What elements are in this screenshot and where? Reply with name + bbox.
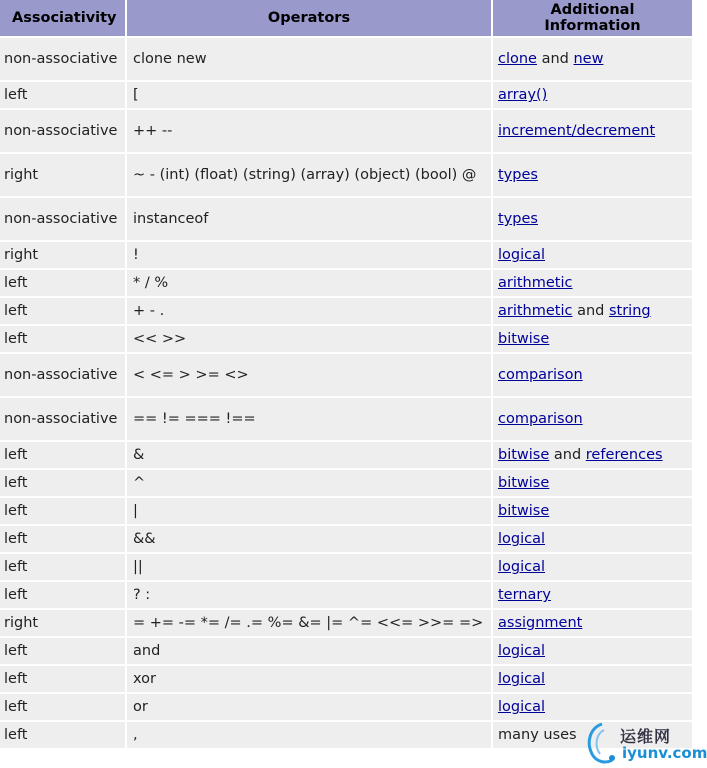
operators-cell: | — [127, 498, 491, 524]
operators-cell: ++ -- — [127, 110, 491, 152]
info-link[interactable]: increment/decrement — [498, 123, 656, 139]
info-link[interactable]: types — [498, 211, 538, 227]
table-row — [0, 110, 692, 152]
info-link[interactable]: bitwise — [498, 331, 550, 347]
info-cell — [493, 242, 692, 268]
info-cell — [493, 198, 692, 240]
info-cell — [493, 38, 692, 80]
table-row — [0, 242, 692, 268]
table-row — [0, 38, 692, 80]
associativity-cell: left — [0, 470, 125, 496]
header-info-line2: Information — [544, 18, 641, 34]
info-cell — [493, 270, 692, 296]
operators-cell: || — [127, 554, 491, 580]
operators-cell: [ — [127, 82, 491, 108]
table-row — [0, 198, 692, 240]
associativity-cell: non-associative — [0, 198, 125, 240]
table-row — [0, 298, 692, 324]
operators-cell: == != === !== — [127, 398, 491, 440]
info-cell — [493, 498, 692, 524]
header-info-line1: Additional — [550, 2, 635, 18]
info-text: and — [572, 303, 609, 319]
table-row — [0, 526, 692, 552]
table-row — [0, 638, 692, 664]
info-link[interactable]: comparison — [498, 367, 583, 383]
associativity-cell: non-associative — [0, 38, 125, 80]
info-link[interactable]: logical — [498, 671, 546, 687]
operators-cell: ^ — [127, 470, 491, 496]
info-link[interactable]: bitwise — [498, 475, 550, 491]
table-row — [0, 582, 692, 608]
associativity-cell: left — [0, 638, 125, 664]
info-link[interactable]: bitwise — [498, 503, 550, 519]
watermark — [582, 720, 707, 766]
info-cell — [493, 666, 692, 692]
info-link[interactable]: new — [573, 51, 604, 67]
operators-cell: & — [127, 442, 491, 468]
info-text: and — [549, 447, 586, 463]
info-link[interactable]: arithmetic — [498, 275, 573, 291]
associativity-cell: right — [0, 242, 125, 268]
associativity-cell: left — [0, 666, 125, 692]
info-cell — [493, 354, 692, 396]
info-link[interactable]: logical — [498, 643, 546, 659]
info-link[interactable]: comparison — [498, 411, 583, 427]
associativity-cell: non-associative — [0, 398, 125, 440]
info-link[interactable]: types — [498, 167, 538, 183]
info-cell — [493, 638, 692, 664]
operators-cell: ! — [127, 242, 491, 268]
associativity-cell: non-associative — [0, 354, 125, 396]
table-row — [0, 354, 692, 396]
operators-cell: < <= > >= <> — [127, 354, 491, 396]
info-cell — [493, 326, 692, 352]
info-text: and — [536, 51, 574, 67]
associativity-cell: non-associative — [0, 110, 125, 152]
info-link[interactable]: string — [608, 303, 651, 319]
info-link[interactable]: references — [585, 447, 663, 463]
associativity-cell: left — [0, 554, 125, 580]
info-link[interactable]: logical — [498, 559, 546, 575]
table-row — [0, 82, 692, 108]
associativity-cell: left — [0, 526, 125, 552]
table-row — [0, 694, 692, 720]
associativity-cell: left — [0, 442, 125, 468]
info-link[interactable]: ternary — [498, 587, 551, 603]
associativity-cell: left — [0, 694, 125, 720]
associativity-cell: left — [0, 270, 125, 296]
info-cell — [493, 694, 692, 720]
associativity-cell: left — [0, 582, 125, 608]
info-link[interactable]: array() — [498, 87, 548, 103]
table-row — [0, 610, 692, 636]
table-header-row — [0, 0, 692, 36]
operators-cell: and — [127, 638, 491, 664]
info-cell — [493, 154, 692, 196]
table-row — [0, 398, 692, 440]
info-link[interactable]: clone — [498, 51, 537, 67]
header-additional-information — [493, 0, 692, 36]
operators-cell: = += -= *= /= .= %= &= |= ^= <<= >>= => — [127, 610, 491, 636]
watermark-cn-text: 运维网 — [620, 727, 672, 746]
watermark-en-text: iyunv.com — [622, 744, 707, 762]
operators-cell: << >> — [127, 326, 491, 352]
info-cell — [493, 526, 692, 552]
table-row — [0, 154, 692, 196]
operators-cell: ~ - (int) (float) (string) (array) (object) (bool) @ — [127, 154, 491, 196]
associativity-cell: left — [0, 298, 125, 324]
table-row — [0, 666, 692, 692]
header-associativity: Associativity — [0, 0, 125, 36]
operators-cell: + - . — [127, 298, 491, 324]
operators-cell: xor — [127, 666, 491, 692]
table-row — [0, 470, 692, 496]
info-cell — [493, 82, 692, 108]
watermark-logo-icon — [582, 720, 622, 766]
info-cell — [493, 554, 692, 580]
associativity-cell: right — [0, 610, 125, 636]
table-row — [0, 326, 692, 352]
operators-cell: instanceof — [127, 198, 491, 240]
info-link[interactable]: bitwise — [498, 447, 550, 463]
associativity-cell: left — [0, 326, 125, 352]
info-cell — [493, 470, 692, 496]
info-link[interactable]: logical — [498, 247, 546, 263]
operators-cell: && — [127, 526, 491, 552]
info-link[interactable]: logical — [498, 531, 546, 547]
table-row — [0, 498, 692, 524]
info-text: many uses — [498, 727, 577, 743]
info-link[interactable]: assignment — [498, 615, 583, 631]
operators-cell: ? : — [127, 582, 491, 608]
table-row — [0, 270, 692, 296]
operators-cell: or — [127, 694, 491, 720]
operators-cell: * / % — [127, 270, 491, 296]
header-operators: Operators — [127, 0, 491, 36]
info-cell — [493, 610, 692, 636]
table-row — [0, 442, 692, 468]
info-cell — [493, 398, 692, 440]
info-cell — [493, 298, 692, 324]
info-link[interactable]: arithmetic — [498, 303, 573, 319]
associativity-cell: left — [0, 722, 125, 748]
info-cell — [493, 582, 692, 608]
table-row — [0, 554, 692, 580]
info-cell — [493, 110, 692, 152]
associativity-cell: left — [0, 82, 125, 108]
operators-cell: clone new — [127, 38, 491, 80]
associativity-cell: left — [0, 498, 125, 524]
info-cell — [493, 442, 692, 468]
operators-cell: , — [127, 722, 491, 748]
info-link[interactable]: logical — [498, 699, 546, 715]
associativity-cell: right — [0, 154, 125, 196]
